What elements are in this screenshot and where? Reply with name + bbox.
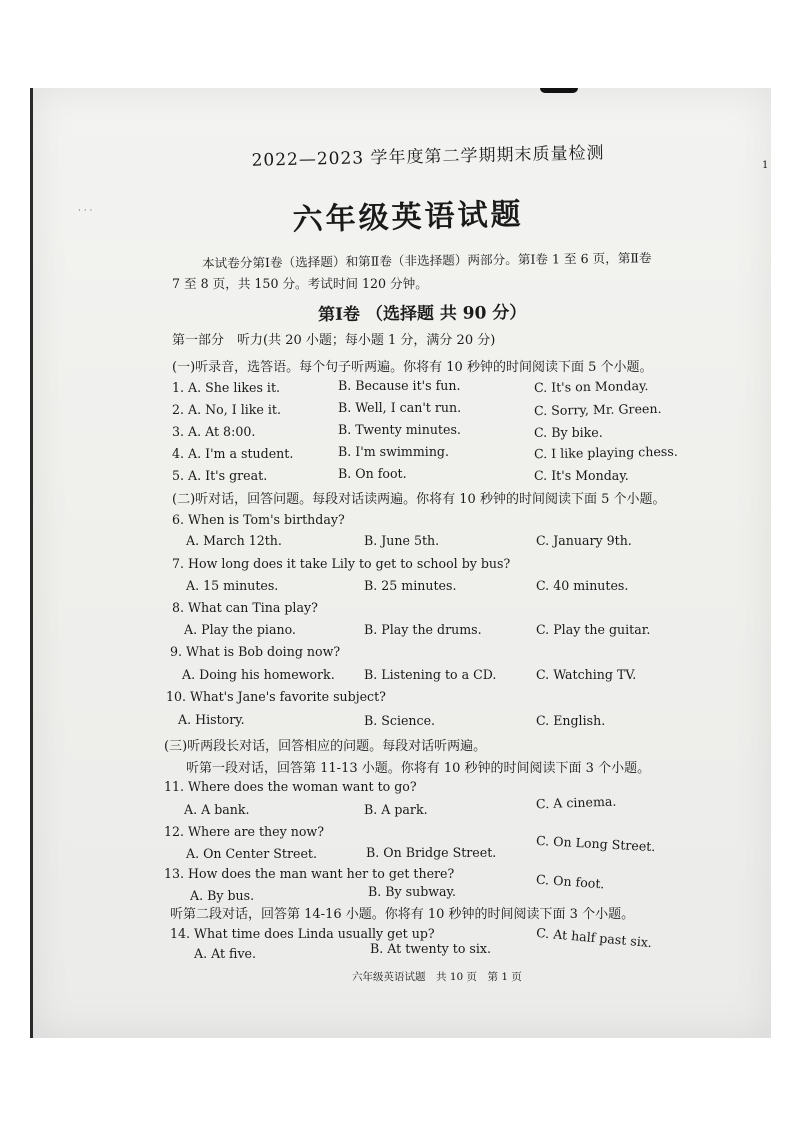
q8-option-b: B. Play the drums.	[364, 622, 482, 637]
q13-option-a: A. By bus.	[190, 888, 255, 903]
q12-option-b: B. On Bridge Street.	[366, 845, 497, 860]
q6-option-c: C. January 9th.	[536, 533, 632, 548]
q8-question: 8. What can Tina play?	[172, 600, 318, 615]
q4-option-a: 4. A. I'm a student.	[172, 446, 294, 461]
part-title: 第一部分 听力(共 20 小题；每小题 1 分，满分 20 分)	[172, 333, 496, 348]
q9-question: 9. What is Bob doing now?	[170, 644, 341, 659]
q11-option-b: B. A park.	[364, 802, 428, 817]
page-corner-number: 1	[762, 160, 769, 171]
section1-instruction: (一)听录音，选答语。每个句子听两遍。你将有 10 秒钟的时间阅读下面 5 个小题。	[172, 360, 653, 375]
q3-option-b: B. Twenty minutes.	[338, 422, 461, 437]
section3-sub1: 听第一段对话，回答第 11-13 小题。你将有 10 秒钟的时间阅读下面 3 个小题。	[186, 761, 651, 776]
q14-option-b: B. At twenty to six.	[370, 941, 492, 956]
q10-question: 10. What's Jane's favorite subject?	[166, 689, 386, 704]
volume-title: 第Ⅰ卷 （选择题 共 90 分）	[317, 302, 527, 326]
q5-option-c: C. It's Monday.	[534, 468, 629, 483]
q5-option-a: 5. A. It's great.	[172, 468, 268, 483]
q9-option-c: C. Watching TV.	[536, 667, 637, 682]
q6-question: 6. When is Tom's birthday?	[172, 512, 345, 527]
q13-option-b: B. By subway.	[368, 884, 457, 899]
q3-option-a: 3. A. At 8:00.	[172, 424, 256, 439]
page-edge-shadow	[540, 88, 578, 93]
section2-instruction: (二)听对话，回答问题。每段对话读两遍。你将有 10 秒钟的时间阅读下面 5 个小题。	[172, 492, 666, 507]
q1-option-a: 1. A. She likes it.	[172, 380, 281, 395]
q10-option-b: B. Science.	[364, 713, 436, 728]
q2-option-b: B. Well, I can't run.	[338, 400, 462, 415]
q11-question: 11. Where does the woman want to go?	[164, 779, 417, 794]
exam-title: 六年级英语试题	[292, 196, 525, 239]
q8-option-a: A. Play the piano.	[184, 622, 296, 637]
q7-option-c: C. 40 minutes.	[536, 578, 629, 593]
margin-dots: · · ·	[78, 206, 93, 216]
q14-question: 14. What time does Linda usually get up?	[170, 926, 435, 941]
q7-question: 7. How long does it take Lily to get to school by bus?	[172, 556, 511, 571]
q7-option-a: A. 15 minutes.	[186, 578, 279, 593]
q7-option-b: B. 25 minutes.	[364, 578, 457, 593]
q1-option-c: C. It's on Monday.	[533, 378, 649, 395]
q1-option-b: B. Because it's fun.	[338, 378, 461, 393]
q8-option-c: C. Play the guitar.	[536, 622, 651, 637]
q9-option-b: B. Listening to a CD.	[364, 667, 497, 682]
q4-option-c: C. I like playing chess.	[533, 443, 678, 462]
q11-option-c: C. A cinema.	[535, 793, 617, 812]
q12-question: 12. Where are they now?	[164, 824, 324, 839]
exam-term-line: 2022—2023 学年度第二学期期末质量检测	[251, 143, 605, 171]
q6-option-a: A. March 12th.	[186, 533, 282, 548]
q6-option-b: B. June 5th.	[364, 533, 440, 548]
q14-option-c: C. At half past six.	[535, 924, 653, 951]
q11-option-a: A. A bank.	[184, 802, 250, 817]
q5-option-b: B. On foot.	[338, 466, 407, 481]
q14-option-a: A. At five.	[194, 946, 257, 961]
intro-line-1: 本试卷分第Ⅰ卷（选择题）和第Ⅱ卷（非选择题）两部分。第Ⅰ卷 1 至 6 页，第Ⅱ卷	[201, 250, 652, 271]
q10-option-a: A. History.	[178, 712, 245, 727]
q13-option-c: C. On foot.	[535, 871, 605, 892]
q13-question: 13. How does the man want her to get there?	[164, 866, 455, 881]
q2-option-c: C. Sorry, Mr. Green.	[533, 400, 662, 419]
q12-option-c: C. On Long Street.	[535, 832, 656, 855]
q12-option-a: A. On Center Street.	[186, 846, 317, 861]
section3-sub2: 听第二段对话，回答第 14-16 小题。你将有 10 秒钟的时间阅读下面 3 个小题。	[170, 907, 635, 922]
intro-line-2: 7 至 8 页，共 150 分。考试时间 120 分钟。	[172, 276, 428, 291]
section3-instruction: (三)听两段长对话，回答相应的问题。每段对话听两遍。	[164, 739, 487, 754]
q10-option-c: C. English.	[536, 713, 606, 728]
q3-option-c: C. By bike.	[534, 425, 603, 440]
q9-option-a: A. Doing his homework.	[182, 667, 335, 682]
q4-option-b: B. I'm swimming.	[338, 444, 450, 459]
q2-option-a: 2. A. No, I like it.	[172, 402, 281, 417]
page-footer: 六年级英语试题 共 10 页 第 1 页	[352, 971, 522, 983]
